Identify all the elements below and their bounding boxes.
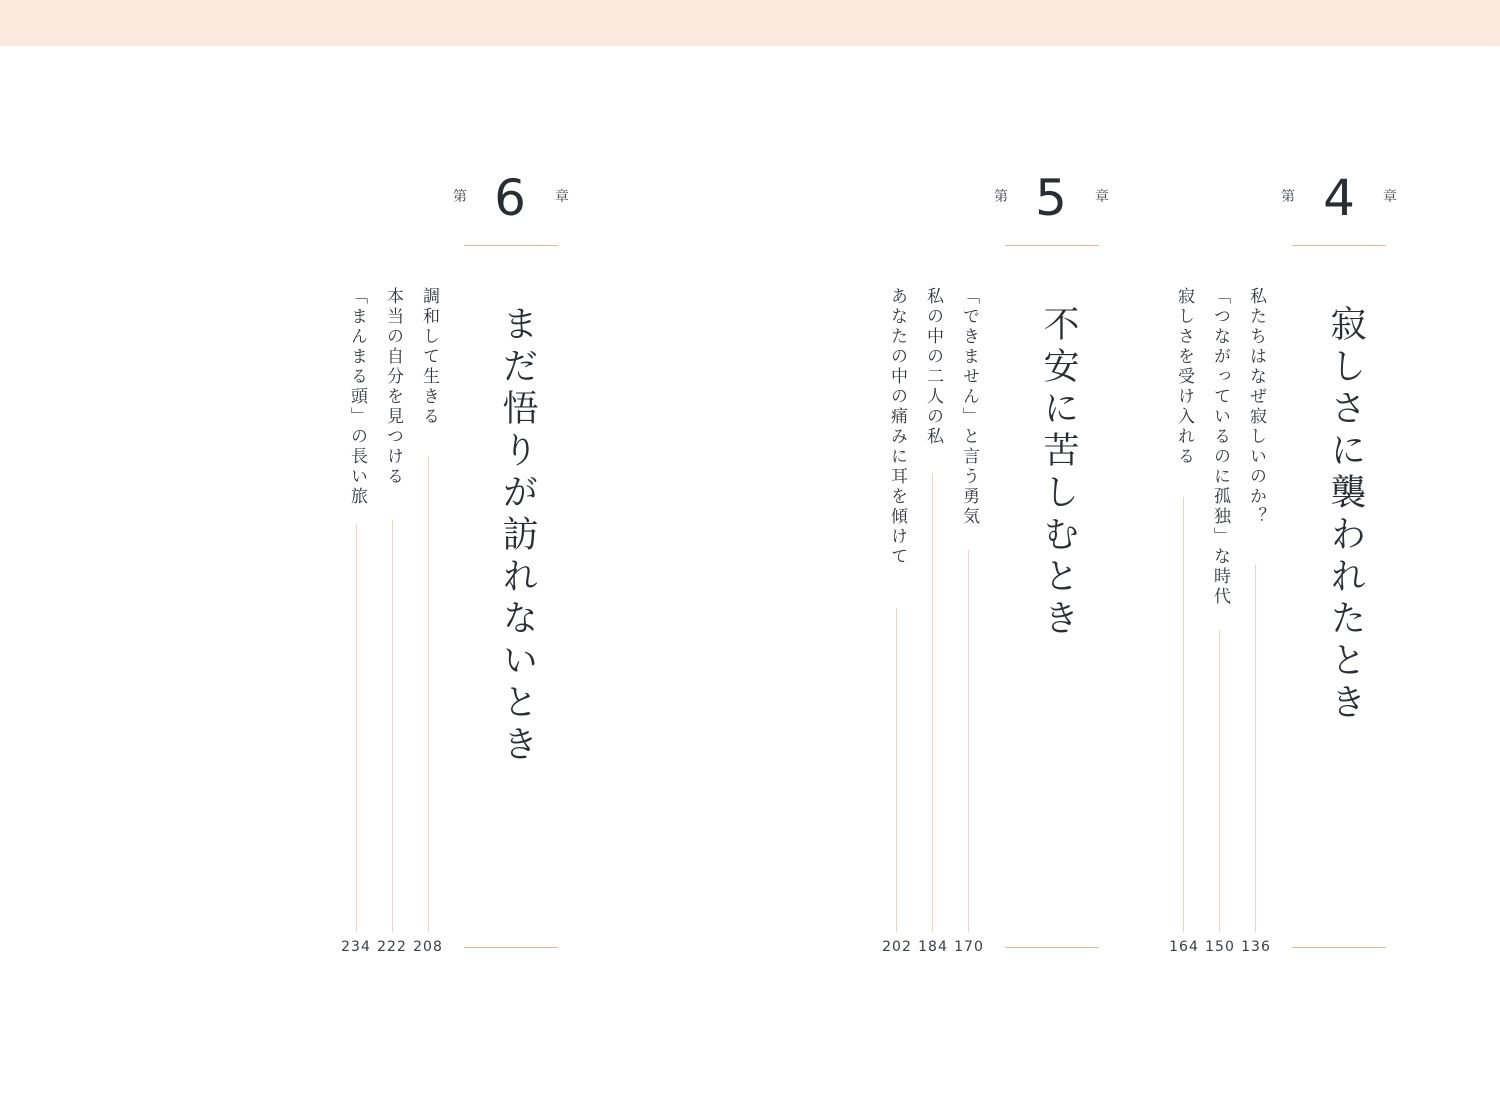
page-number: 136 <box>1241 939 1271 955</box>
leader-line <box>932 473 933 932</box>
chapter-title: 寂しさに襲われたとき <box>1325 305 1366 725</box>
toc-item-title[interactable]: 「つながっているのに孤独」な時代 <box>1210 287 1230 607</box>
page-number: 234 <box>341 939 371 955</box>
leader-line <box>1255 565 1256 932</box>
chapter-number: 5 <box>1035 169 1067 227</box>
chapter-suffix: 章 <box>555 189 569 205</box>
chapter-number: 4 <box>1323 169 1355 227</box>
leader-line <box>428 456 429 932</box>
page-number: 164 <box>1169 939 1199 955</box>
toc-item-title[interactable]: 調和して生きる <box>419 287 439 427</box>
toc-item-title[interactable]: あなたの中の痛みに耳を傾けて <box>887 287 907 567</box>
toc-item-title[interactable]: 私たちはなぜ寂しいのか？ <box>1246 287 1266 527</box>
chapter-title-rule <box>464 245 558 246</box>
chapter-title: 不安に苦しむとき <box>1038 305 1079 641</box>
leader-line <box>356 524 357 932</box>
page-number: 202 <box>882 939 912 955</box>
leader-line <box>968 550 969 932</box>
chapter-suffix: 章 <box>1095 189 1109 205</box>
chapter-prefix: 第 <box>994 189 1008 205</box>
toc-item-title[interactable]: 私の中の二人の私 <box>923 287 943 447</box>
chapter-bottom-rule <box>464 947 558 948</box>
page-number: 170 <box>954 939 984 955</box>
chapter-suffix: 章 <box>1383 189 1397 205</box>
toc-item-title[interactable]: 本当の自分を見つける <box>383 287 403 487</box>
toc-item-title[interactable]: 「まんまる頭」の長い旅 <box>347 287 367 507</box>
chapter-bottom-rule <box>1292 947 1386 948</box>
leader-line <box>896 608 897 932</box>
chapter-bottom-rule <box>1005 947 1099 948</box>
page-number: 150 <box>1205 939 1235 955</box>
leader-line <box>1219 630 1220 932</box>
chapter-number: 6 <box>494 169 526 227</box>
leader-line <box>392 520 393 932</box>
top-band <box>0 0 1500 46</box>
chapter-title-rule <box>1005 245 1099 246</box>
page-number: 184 <box>918 939 948 955</box>
toc-item-title[interactable]: 寂しさを受け入れる <box>1174 287 1194 467</box>
page-number: 208 <box>413 939 443 955</box>
chapter-prefix: 第 <box>453 189 467 205</box>
leader-line <box>1183 497 1184 932</box>
page-number: 222 <box>377 939 407 955</box>
toc-item-title[interactable]: 「できません」と言う勇気 <box>959 287 979 527</box>
chapter-prefix: 第 <box>1281 189 1295 205</box>
chapter-title-rule <box>1292 245 1386 246</box>
chapter-title: まだ悟りが訪れないとき <box>497 305 538 767</box>
